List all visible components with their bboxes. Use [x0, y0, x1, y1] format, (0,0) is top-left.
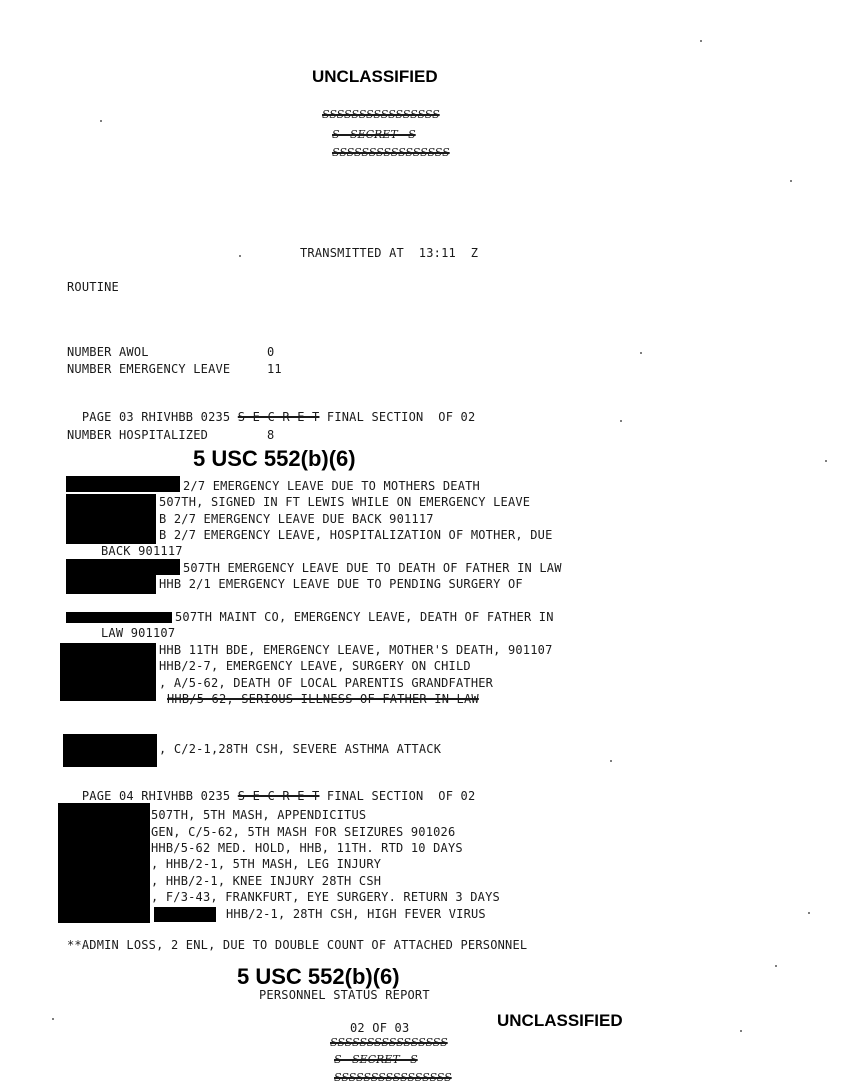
hospital-entry-line: GEN, C/5-62, 5TH MASH FOR SEIZURES 901026 — [151, 825, 456, 839]
scan-speck — [239, 255, 241, 257]
entry-line: HHB/2-7, EMERGENCY LEAVE, SURGERY ON CHILD — [159, 659, 471, 673]
exemption-stamp: 5 USC 552(b)(6) — [193, 446, 356, 471]
scan-speck — [790, 180, 792, 182]
redaction-box — [63, 734, 157, 767]
entry-line: , C/2-1,28TH CSH, SEVERE ASTHMA ATTACK — [159, 742, 442, 756]
entry-line: B 2/7 EMERGENCY LEAVE, HOSPITALIZATION OF MOTHER, DUE — [159, 528, 553, 542]
scan-speck — [52, 1018, 54, 1020]
scan-speck — [700, 40, 702, 42]
page-count: 02 OF 03 — [350, 1021, 410, 1035]
banner-line: SSSSSSSSSSSSSSSS — [322, 108, 440, 121]
page-3-suffix: FINAL SECTION OF 02 — [326, 410, 476, 424]
emergency-leave-label: NUMBER EMERGENCY LEAVE — [67, 362, 231, 376]
banner-line: S SECRET S — [334, 1053, 418, 1066]
page-4-suffix: FINAL SECTION OF 02 — [326, 789, 476, 803]
redaction-box — [60, 643, 156, 701]
entry-line: 507TH, SIGNED IN FT LEWIS WHILE ON EMERGENCY LEAVE — [159, 495, 531, 509]
report-title: PERSONNEL STATUS REPORT — [259, 988, 430, 1002]
scan-speck — [825, 460, 827, 462]
awol-value: 0 — [267, 345, 275, 359]
scan-speck — [100, 120, 102, 122]
top-classification: UNCLASSIFIED — [312, 67, 438, 86]
redaction-box — [66, 574, 156, 594]
awol-label: NUMBER AWOL — [67, 345, 149, 359]
page-3-struck-marking: S E C R E T — [237, 410, 320, 424]
bottom-classification: UNCLASSIFIED — [497, 1011, 623, 1030]
precedence: ROUTINE — [67, 280, 119, 294]
entry-line: BACK 901117 — [101, 544, 183, 558]
redaction-box — [66, 559, 180, 575]
entry-line: HHB/5-62, SERIOUS ILLNESS OF FATHER-IN-LAW — [167, 692, 479, 706]
banner-line: S SECRET S — [332, 128, 416, 141]
exemption-stamp: 5 USC 552(b)(6) — [237, 964, 400, 989]
scan-speck — [610, 760, 612, 762]
scan-speck — [808, 912, 810, 914]
hospital-entry-line: , F/3-43, FRANKFURT, EYE SURGERY. RETURN 3 DAYS — [151, 890, 500, 904]
entry-line: 507TH EMERGENCY LEAVE DUE TO DEATH OF FATHER IN LAW — [183, 561, 562, 575]
scan-speck — [740, 1030, 742, 1032]
redaction-box — [66, 612, 172, 623]
page-4-line — [67, 775, 475, 803]
banner-line: SSSSSSSSSSSSSSSS — [332, 146, 450, 159]
hospitalized-label: NUMBER HOSPITALIZED — [67, 428, 209, 442]
banner-line: SSSSSSSSSSSSSSSS — [330, 1036, 448, 1049]
page-3-prefix: PAGE 03 RHIVHBB 0235 — [81, 410, 231, 424]
redaction-box — [58, 803, 150, 923]
page-4-struck-marking: S E C R E T — [237, 789, 320, 803]
entry-line: , A/5-62, DEATH OF LOCAL PARENTIS GRANDFATHER — [159, 676, 494, 690]
transmitted-line: TRANSMITTED AT 13:11 Z — [300, 246, 479, 260]
entry-line: 507TH MAINT CO, EMERGENCY LEAVE, DEATH OF FATHER IN — [175, 610, 554, 624]
hospital-entry-line: , HHB/2-1, 5TH MASH, LEG INJURY — [151, 857, 382, 871]
redaction-box — [66, 476, 180, 492]
admin-note: **ADMIN LOSS, 2 ENL, DUE TO DOUBLE COUNT OF ATTACHED PERSONNEL — [67, 938, 528, 952]
scan-speck — [775, 965, 777, 967]
banner-line: SSSSSSSSSSSSSSSS — [334, 1071, 452, 1084]
scan-speck — [640, 352, 642, 354]
hospital-entry-line: , HHB/2-1, KNEE INJURY 28TH CSH — [151, 874, 382, 888]
emergency-leave-value: 11 — [267, 362, 282, 376]
redaction-box — [154, 907, 216, 922]
hospital-entry-line: HHB/5-62 MED. HOLD, HHB, 11TH. RTD 10 DAYS — [151, 841, 463, 855]
hospitalized-value: 8 — [267, 428, 275, 442]
redaction-box — [66, 494, 156, 544]
entry-line: HHB 2/1 EMERGENCY LEAVE DUE TO PENDING SURGERY OF — [159, 577, 523, 591]
entry-line: B 2/7 EMERGENCY LEAVE DUE BACK 901117 — [159, 512, 434, 526]
entry-line: 2/7 EMERGENCY LEAVE DUE TO MOTHERS DEATH — [183, 479, 480, 493]
page-4-prefix: PAGE 04 RHIVHBB 0235 — [81, 789, 231, 803]
page-3-line — [67, 396, 475, 424]
entry-line: LAW 901107 — [101, 626, 176, 640]
scan-speck — [620, 420, 622, 422]
hospital-entry-line: HHB/2-1, 28TH CSH, HIGH FEVER VIRUS — [226, 907, 486, 921]
entry-line: HHB 11TH BDE, EMERGENCY LEAVE, MOTHER'S DEATH, 901107 — [159, 643, 553, 657]
hospital-entry-line: 507TH, 5TH MASH, APPENDICITUS — [151, 808, 367, 822]
